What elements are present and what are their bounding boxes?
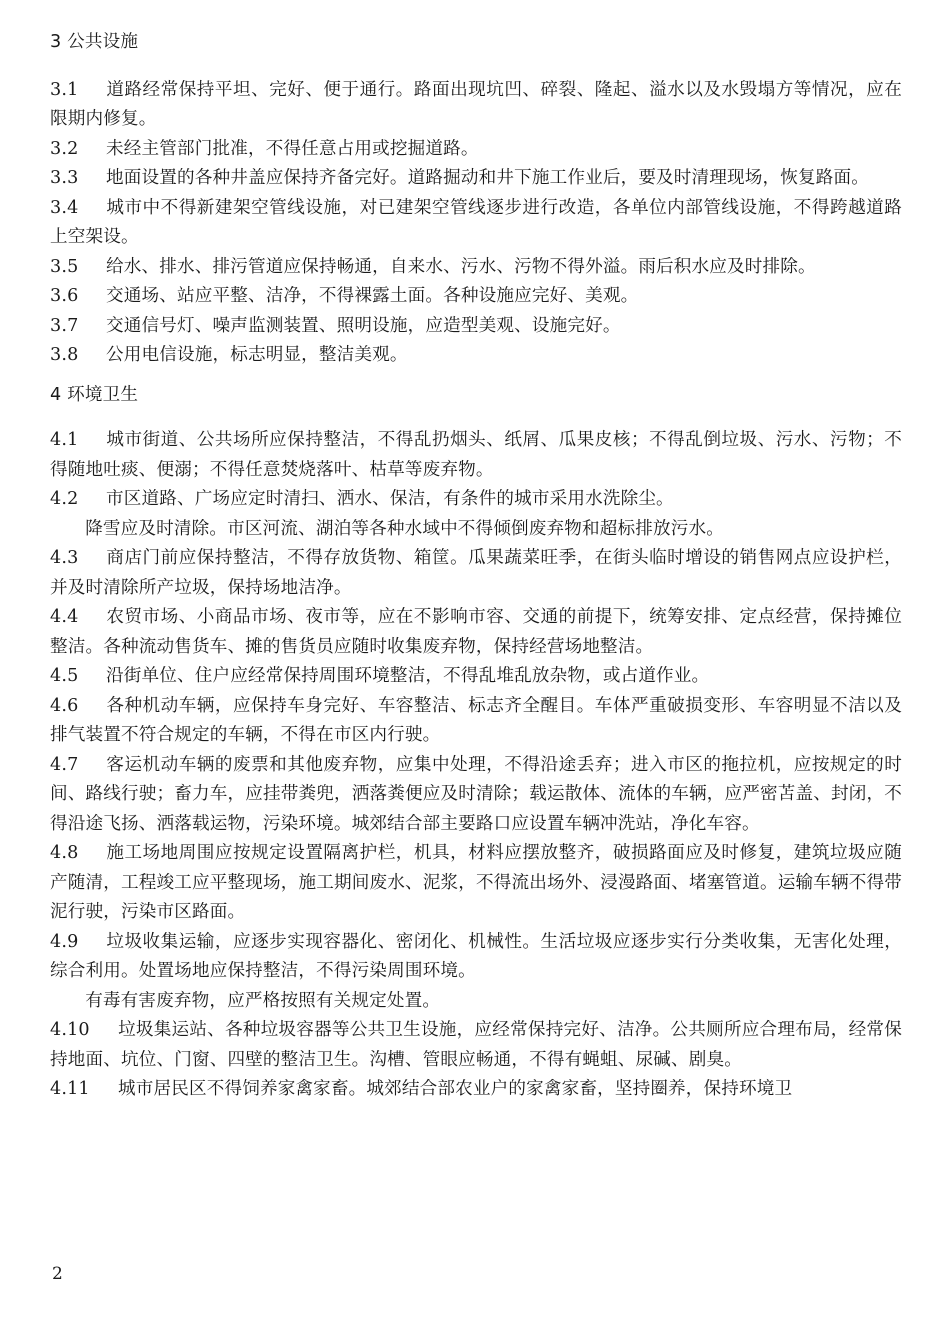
clause-3-3	[50, 164, 902, 194]
clause-number: 4.3	[50, 548, 79, 568]
clause-text: 城市街道、公共场所应保持整洁，不得乱扔烟头、纸屑、瓜果皮核；不得乱倒垃圾、污水、污物；不得随地吐痰、便溺；不得任意焚烧落叶、枯草等废弃物。	[50, 430, 902, 480]
clause-4-2	[50, 485, 902, 515]
clause-3-4	[50, 194, 902, 253]
clause-number: 3.4	[50, 197, 79, 218]
clause-number: 4.4	[50, 607, 79, 627]
clause-number: 3.3	[50, 168, 79, 188]
clause-4-8	[50, 839, 902, 928]
clause-4-6	[50, 692, 902, 751]
clause-text: 垃圾收集运输，应逐步实现容器化、密闭化、机械性。生活垃圾应逐步实行分类收集，无害化处理，综合利用。处置场地应保持整洁，不得污染周围环境。	[50, 931, 902, 981]
clause-number: 3.6	[50, 286, 79, 306]
clause-4-4	[50, 603, 902, 662]
clause-3-6	[50, 282, 902, 312]
page-content	[50, 28, 902, 1105]
page-number: 2	[52, 1264, 63, 1284]
clause-3-2	[50, 135, 902, 165]
clause-3-5	[50, 253, 902, 283]
clause-number: 4.6	[50, 695, 79, 716]
clause-number: 4.8	[50, 843, 79, 863]
clause-text: 城市中不得新建架空管线设施，对已建架空管线逐步进行改造，各单位内部管线设施，不得跨越道路上空架设。	[50, 197, 902, 247]
clause-number: 4.7	[50, 754, 79, 775]
clause-4-7	[50, 751, 902, 840]
clause-number: 3.5	[50, 256, 79, 277]
clause-4-2-continuation: 降雪应及时清除。市区河流、湖泊等各种水域中不得倾倒废弃物和超标排放污水。	[85, 518, 724, 539]
clause-number: 3.2	[50, 138, 79, 159]
section-heading-3: 3 公共设施	[50, 32, 139, 52]
clause-text: 公用电信设施，标志明显，整洁美观。	[106, 345, 408, 365]
clause-4-10	[50, 1016, 902, 1075]
clause-text: 农贸市场、小商品市场、夜市等，应在不影响市容、交通的前提下，统筹安排、定点经营，保持摊位整洁。各种流动售货车、摊的售货员应随时收集废弃物，保持经营场地整洁。	[50, 607, 902, 657]
clause-text: 城市居民区不得饲养家禽家畜。城郊结合部农业户的家禽家畜，坚持圈养，保持环境卫	[118, 1079, 793, 1099]
clause-text: 交通场、站应平整、洁净，不得裸露土面。各种设施应完好、美观。	[106, 286, 639, 306]
clause-text: 各种机动车辆，应保持车身完好、车容整洁、标志齐全醒目。车体严重破损变形、车容明显不洁以及排气装置不符合规定的车辆，不得在市区内行驶。	[50, 695, 902, 745]
clause-text: 交通信号灯、噪声监测装置、照明设施，应造型美观、设施完好。	[106, 315, 621, 336]
clause-text: 施工场地周围应按规定设置隔离护栏，机具，材料应摆放整齐，破损路面应及时修复，建筑垃圾应随产随清，工程竣工应平整现场，施工期间废水、泥浆，不得流出场外、浸漫路面、堵塞管道。运输车辆不得带泥行驶，污染市区路面。	[50, 843, 902, 922]
clause-number: 4.1	[50, 430, 79, 450]
clause-number: 4.2	[50, 489, 79, 509]
clause-3-8	[50, 341, 902, 371]
clause-text: 未经主管部门批准，不得任意占用或挖掘道路。	[106, 138, 479, 159]
clause-text: 商店门前应保持整洁，不得存放货物、箱筐。瓜果蔬菜旺季，在街头临时增设的销售网点应设护栏，并及时清除所产垃圾，保持场地洁净。	[50, 548, 902, 598]
clause-text: 市区道路、广场应定时清扫、洒水、保洁，有条件的城市采用水洗除尘。	[106, 489, 674, 509]
clause-number: 4.5	[50, 666, 79, 686]
clause-text: 客运机动车辆的废票和其他废弃物，应集中处理，不得沿途丢弃；进入市区的拖拉机，应按规定的时间、路线行驶；畜力车，应挂带粪兜，洒落粪便应及时清除；载运散体、流体的车辆，应严密苫盖、封闭，不得沿途飞扬、洒落载运物，污染环境。城郊结合部主要路口应设置车辆冲洗站，净化车容。	[50, 754, 902, 834]
clause-text: 垃圾集运站、各种垃圾容器等公共卫生设施，应经常保持完好、洁净。公共厕所应合理布局，经常保持地面、坑位、门窗、四壁的整洁卫生。沟槽、管眼应畅通，不得有蝇蛆、尿碱、剧臭。	[50, 1020, 902, 1070]
clause-text: 给水、排水、排污管道应保持畅通，自来水、污水、污物不得外溢。雨后积水应及时排除。	[106, 256, 816, 277]
clause-4-5	[50, 662, 902, 692]
clause-4-11	[50, 1075, 902, 1105]
clause-4-9-continuation: 有毒有害废弃物，应严格按照有关规定处置。	[85, 990, 441, 1011]
clause-3-7	[50, 312, 902, 342]
clause-number: 4.11	[50, 1079, 90, 1099]
section-heading-4: 4 环境卫生	[50, 384, 139, 405]
clause-4-9	[50, 928, 902, 987]
clause-number: 3.1	[50, 79, 79, 100]
clause-number: 3.7	[50, 315, 79, 336]
clause-3-1	[50, 76, 902, 135]
clause-number: 4.10	[50, 1020, 90, 1040]
clause-number: 4.9	[50, 931, 79, 952]
clause-text: 地面设置的各种井盖应保持齐备完好。道路掘动和井下施工作业后，要及时清理现场，恢复路面。	[106, 168, 869, 188]
clause-4-1	[50, 426, 902, 485]
clause-4-3	[50, 544, 902, 603]
clause-text: 沿街单位、住户应经常保持周围环境整洁，不得乱堆乱放杂物，或占道作业。	[106, 666, 710, 686]
clause-text: 道路经常保持平坦、完好、便于通行。路面出现坑凹、碎裂、隆起、溢水以及水毁塌方等情况，应在限期内修复。	[50, 79, 902, 129]
clause-number: 3.8	[50, 345, 79, 365]
